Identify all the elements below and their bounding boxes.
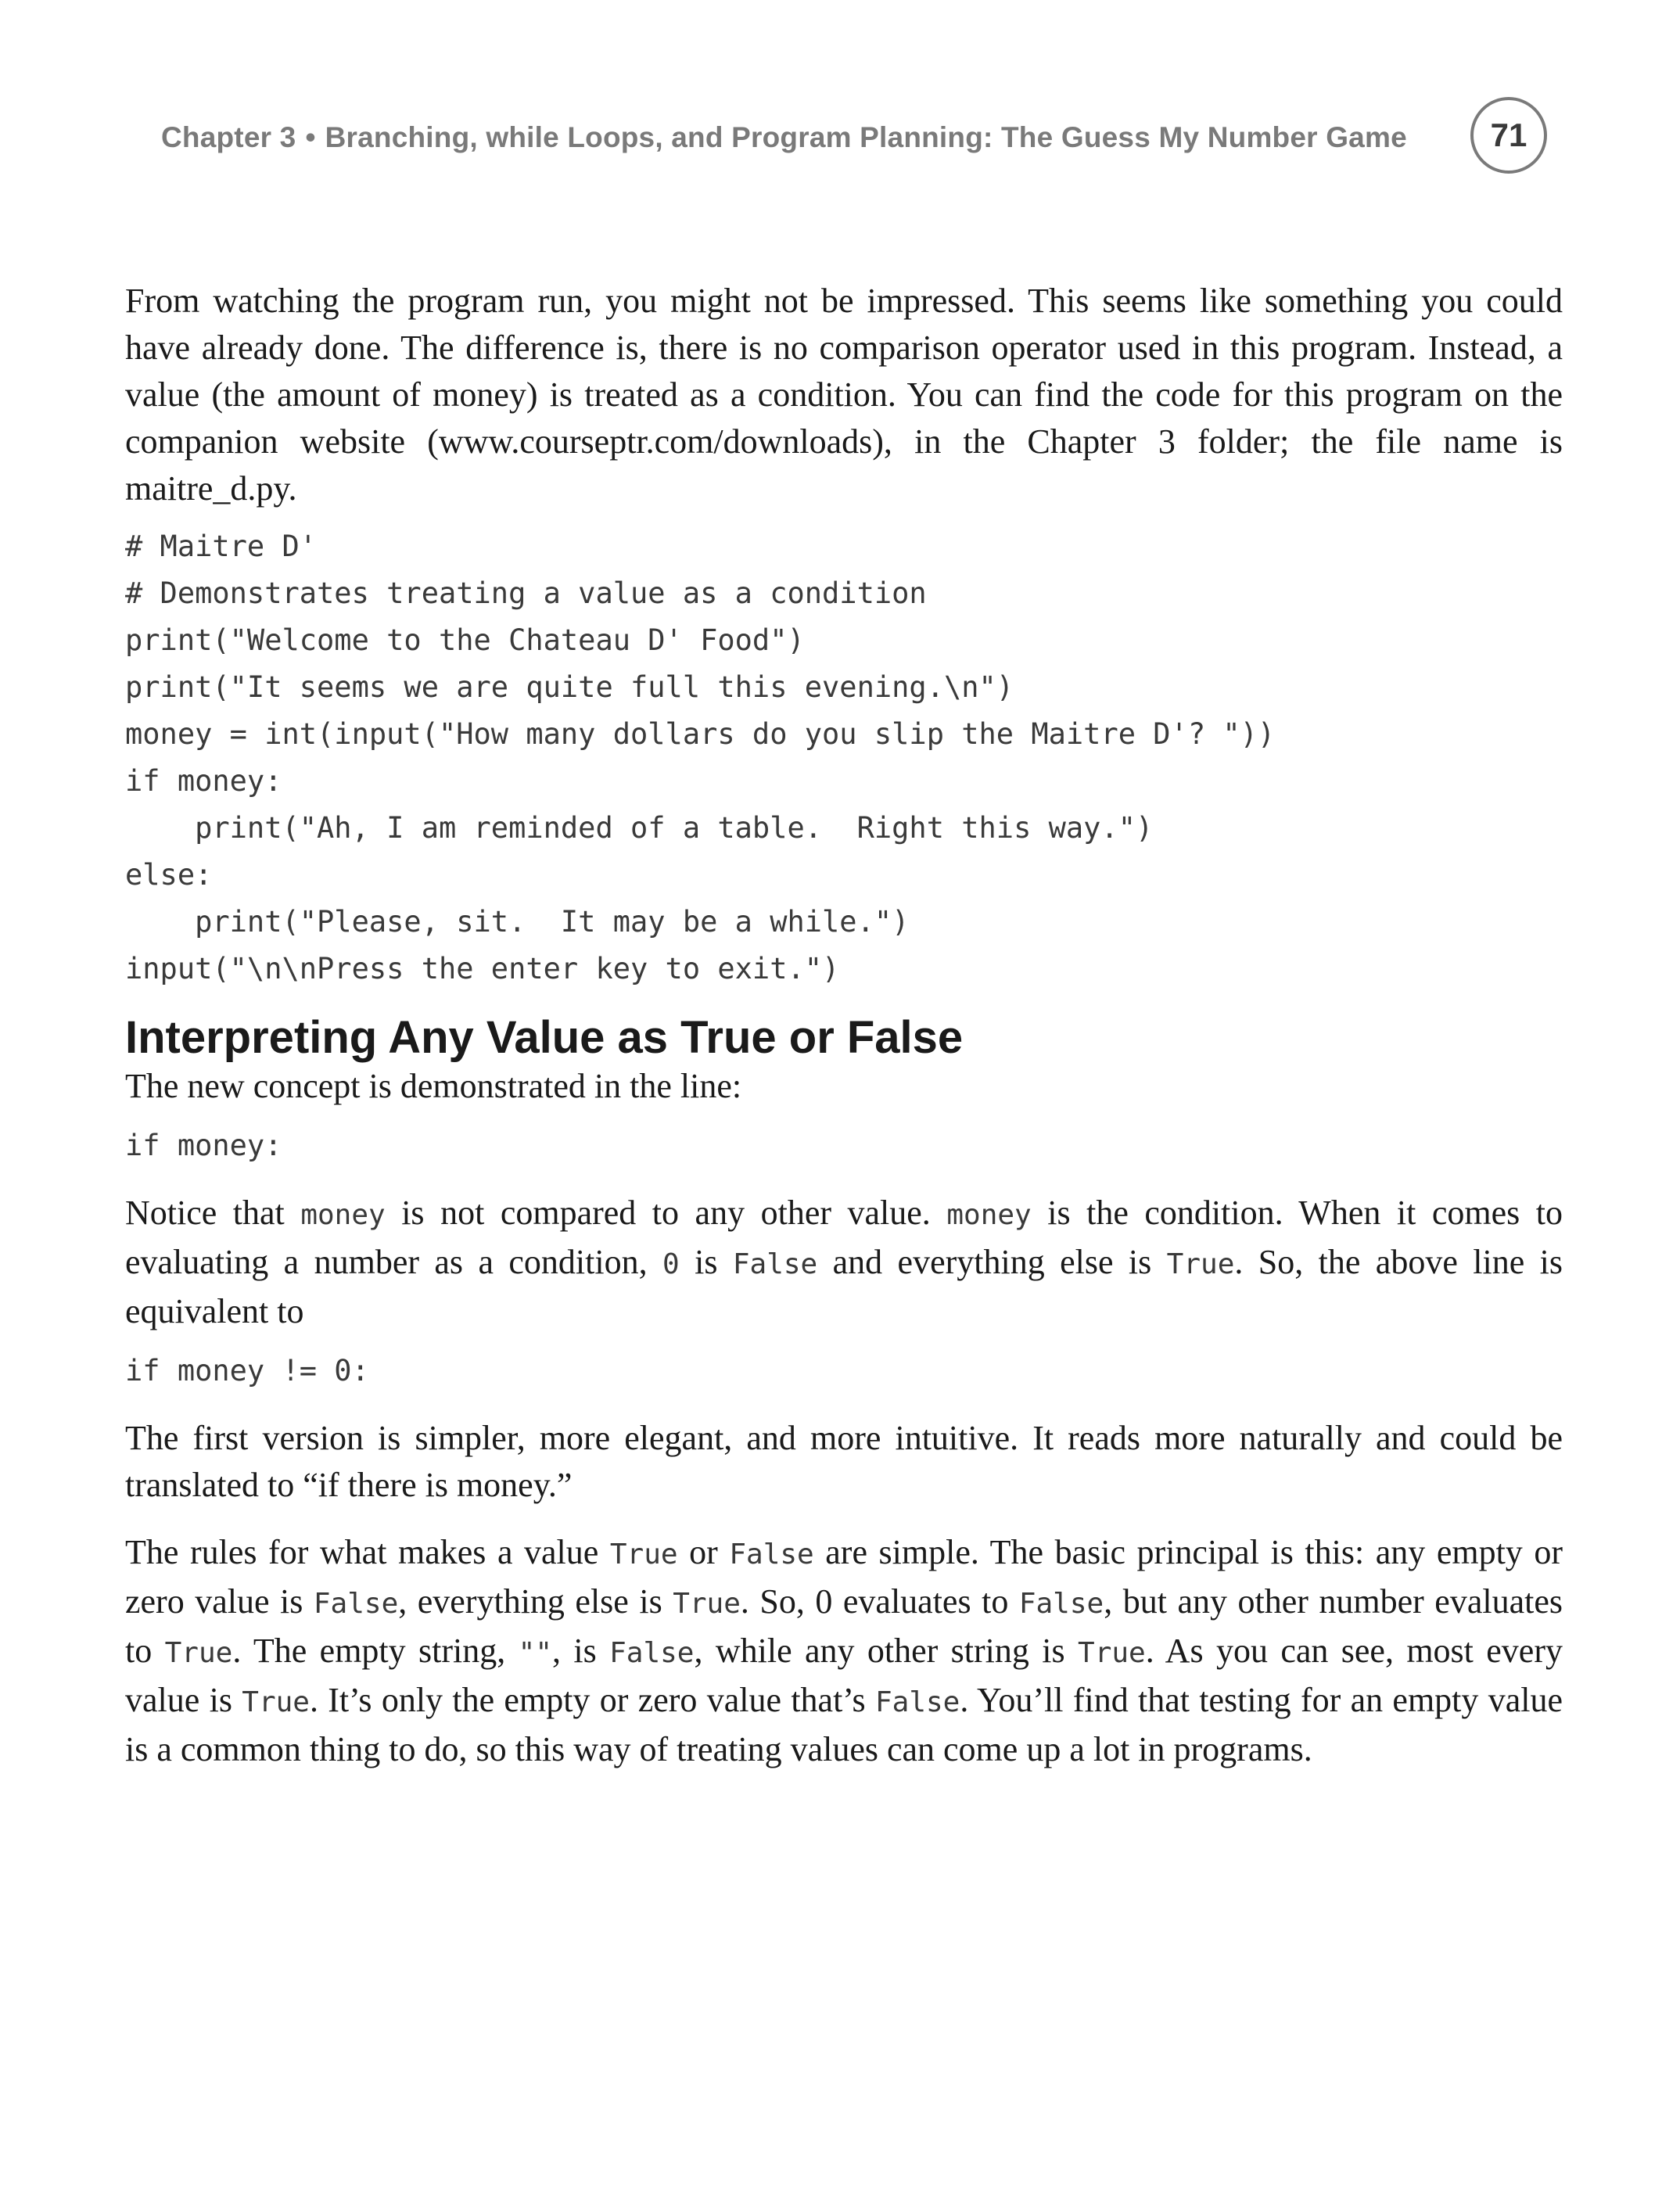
code-line: print("Ah, I am reminded of a table. Right this way.") (125, 811, 1154, 845)
code-line: # Maitre D' (125, 530, 318, 563)
running-header (161, 121, 1413, 154)
intro-paragraph: From watching the program run, you might not be impressed. This seems like something you could have already done. The difference is, there is no comparison operator used in this program. Instead, a value (the amount of money) is treated as a condition. You can find the code for this program on the companion website (www.courseptr.com/downloads), in the Chapter 3 folder; the file name is maitre_d.py. (125, 282, 1563, 508)
code-line: print("Welcome to the Chateau D' Food") (125, 623, 805, 657)
page-number: 71 (1490, 117, 1527, 153)
code-line: print("Please, sit. It may be a while.") (125, 905, 910, 939)
code-snippet-not-equal: if money != 0: (125, 1354, 369, 1388)
code-line: input("\n\nPress the enter key to exit.") (125, 952, 840, 986)
inline-code: True (1166, 1248, 1235, 1280)
inline-code: 0 (662, 1248, 680, 1280)
inline-code: True (164, 1637, 233, 1669)
inline-code: False (732, 1248, 818, 1280)
inline-code: money (300, 1199, 386, 1231)
section-lead: The new concept is demonstrated in the line: (125, 1067, 742, 1105)
inline-code: True (1078, 1637, 1146, 1669)
inline-code: "" (518, 1637, 552, 1669)
inline-code: False (874, 1686, 960, 1718)
code-line: # Demonstrates treating a value as a condition (125, 576, 927, 610)
code-line: else: (125, 858, 213, 892)
paragraph-first-version: The first version is simpler, more elegant, and more intuitive. It reads more naturally and could be translated to “if there is money.” (125, 1419, 1563, 1504)
inline-code: False (609, 1637, 695, 1669)
code-line: money = int(input("How many dollars do you slip the Maitre D'? ")) (125, 717, 1276, 751)
inline-code: False (1018, 1588, 1104, 1620)
inline-code: False (729, 1538, 814, 1571)
inline-code: True (242, 1686, 310, 1718)
header-bullet: • (305, 121, 316, 153)
chapter-label: Chapter 3 (161, 121, 296, 153)
inline-code: True (609, 1538, 678, 1571)
inline-code: True (673, 1588, 741, 1620)
code-snippet-if-money: if money: (125, 1129, 282, 1162)
paragraph-rules: The rules for what makes a value True or False are simple. The basic principal is this: any empty or zero value is False, everything else is True. So, 0 evaluates to False, but any other number evaluates to True. The empty string, "", is False, while any other string is True. As you can see, most every value is True. It’s only the empty or zero value that’s False. You’ll find that testing for an empty value is a common thing to do, so this way of treating values can come up a lot in programs. (125, 1533, 1563, 1768)
code-listing (125, 523, 1563, 993)
chapter-title: Branching, while Loops, and Program Planning: The Guess My Number Game (325, 121, 1407, 153)
code-line: if money: (125, 764, 282, 798)
page-number-badge (1470, 97, 1547, 174)
code-line: print("It seems we are quite full this evening.\n") (125, 670, 1014, 704)
inline-code: False (313, 1588, 399, 1620)
paragraph-notice: Notice that money is not compared to any other value. money is the condition. When it comes to evaluating a number as a condition, 0 is False and everything else is True. So, the above line is equivalent to (125, 1194, 1563, 1330)
section-heading: Interpreting Any Value as True or False (125, 1012, 964, 1063)
inline-code: money (946, 1199, 1032, 1231)
page-content (125, 278, 1563, 1773)
